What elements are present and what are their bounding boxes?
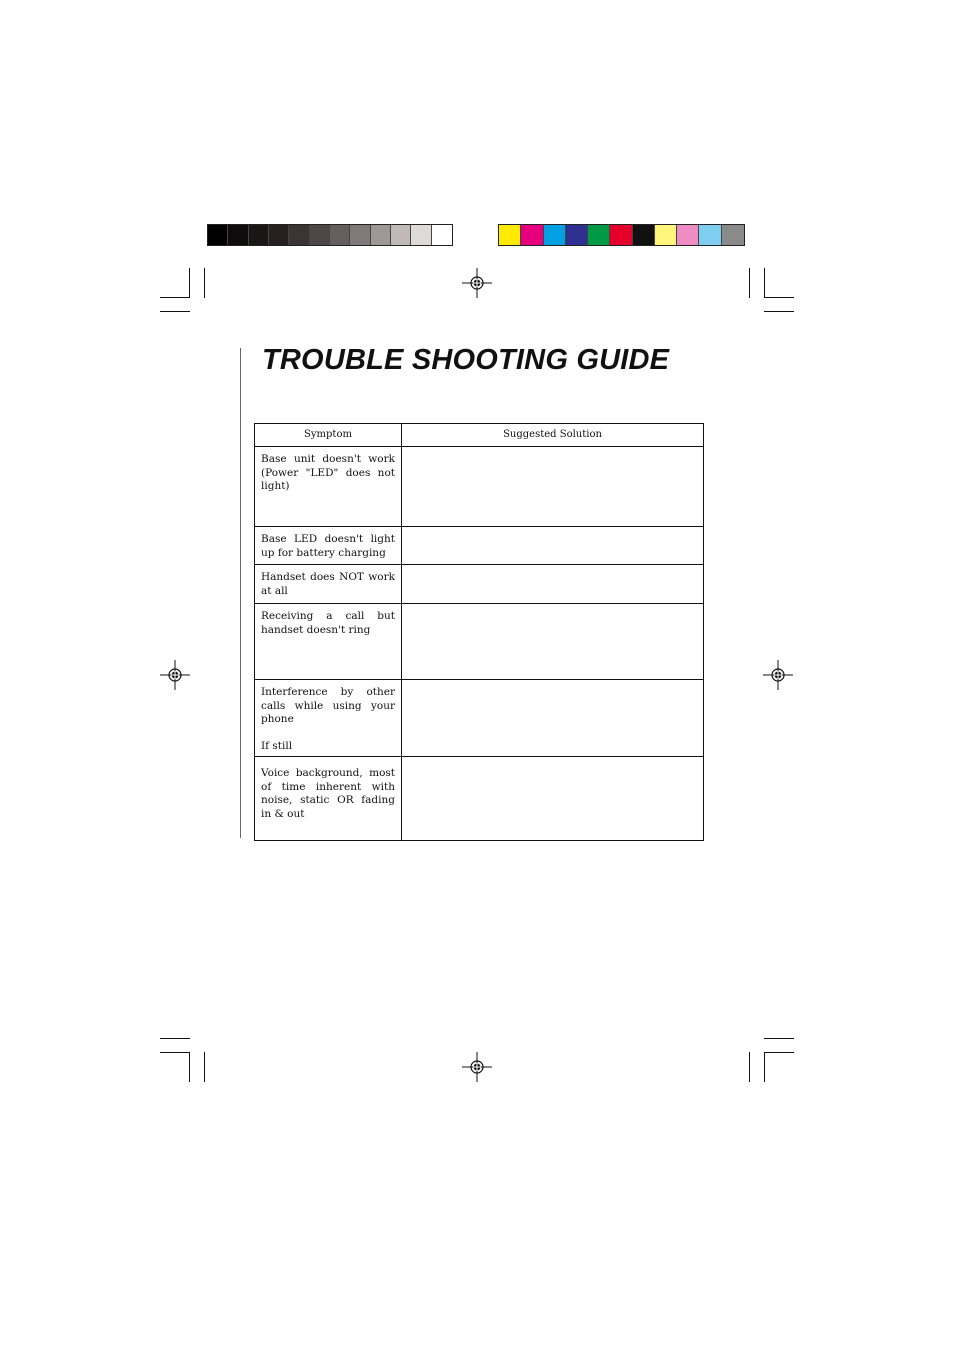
registration-mark-left-icon <box>160 660 190 690</box>
gray-swatch <box>350 225 370 245</box>
registration-mark-top-icon <box>462 268 492 298</box>
gray-swatch <box>411 225 431 245</box>
troubleshooting-table <box>254 423 704 841</box>
symptom-cell: Voice background, most of time inherent with noise, static OR fading in & out <box>255 757 402 841</box>
solution-cell <box>402 604 704 680</box>
color-swatch <box>521 225 543 245</box>
color-swatch <box>566 225 588 245</box>
color-swatch <box>610 225 632 245</box>
color-swatch <box>499 225 521 245</box>
solution-header: Suggested Solution <box>402 424 704 447</box>
gray-swatch <box>330 225 350 245</box>
symptom-cell: Base LED doesn't light up for battery charging <box>255 527 402 565</box>
registration-mark-right-icon <box>763 660 793 690</box>
color-calibration-bar <box>498 224 745 246</box>
gray-swatch <box>269 225 289 245</box>
color-swatch <box>588 225 610 245</box>
solution-cell <box>402 527 704 565</box>
symptom-cell: Base unit doesn't work (Power "LED" does not light) <box>255 447 402 527</box>
symptom-cell <box>255 680 402 757</box>
gray-swatch <box>371 225 391 245</box>
color-swatch <box>655 225 677 245</box>
symptom-extra-text: If still <box>261 739 293 752</box>
page-title: TROUBLE SHOOTING GUIDE <box>262 344 670 376</box>
color-swatch <box>677 225 699 245</box>
solution-cell <box>402 565 704 604</box>
color-swatch <box>633 225 655 245</box>
table-row <box>255 757 704 841</box>
solution-cell <box>402 447 704 527</box>
gray-swatch <box>289 225 309 245</box>
table-row <box>255 680 704 757</box>
registration-mark-bottom-icon <box>462 1052 492 1082</box>
color-swatch <box>699 225 721 245</box>
gray-swatch <box>310 225 330 245</box>
table-header-row <box>255 424 704 447</box>
solution-cell <box>402 680 704 757</box>
gray-swatch <box>432 225 452 245</box>
gray-swatch <box>208 225 228 245</box>
table-row <box>255 527 704 565</box>
gray-swatch <box>249 225 269 245</box>
table-row <box>255 565 704 604</box>
gray-swatch <box>228 225 248 245</box>
color-swatch <box>544 225 566 245</box>
gray-swatch <box>391 225 411 245</box>
gray-calibration-bar <box>207 224 453 246</box>
table-row <box>255 447 704 527</box>
symptom-cell: Receiving a call but handset doesn't ring <box>255 604 402 680</box>
table-row <box>255 604 704 680</box>
symptom-text: Interference by other calls while using your phone <box>261 686 395 725</box>
color-swatch <box>722 225 744 245</box>
solution-cell <box>402 757 704 841</box>
symptom-cell: Handset does NOT work at all <box>255 565 402 604</box>
margin-rule <box>240 348 241 838</box>
symptom-header: Symptom <box>255 424 402 447</box>
